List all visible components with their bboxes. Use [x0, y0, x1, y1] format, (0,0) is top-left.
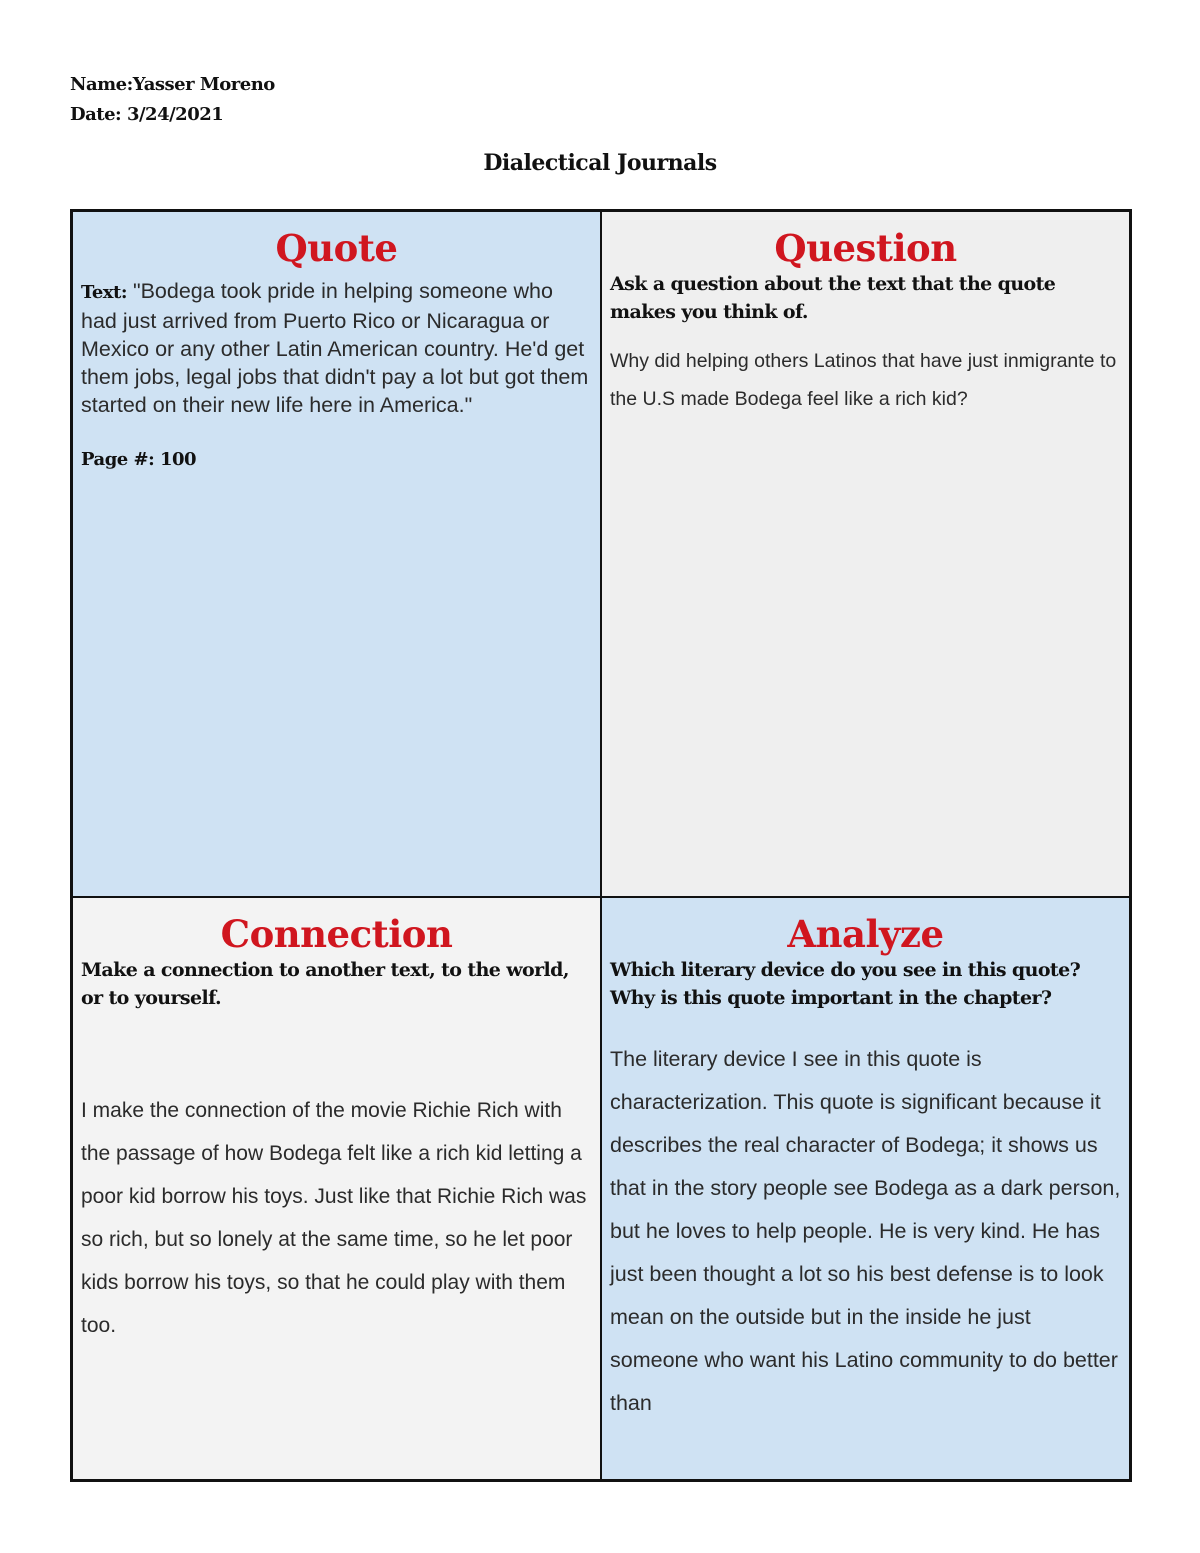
quote-page-number: Page #: 100: [81, 449, 197, 470]
analyze-answer: The literary device I see in this quote is characterization. This quote is significant because it describes the real character of Bodega; it shows us that in the story people see Bodega as a dark person, but he loves to help people. He is very kind. He has just been thought a lot so his best defense is to look mean on the outside but in the inside he just someone who want his Latino community to do better than: [610, 1047, 1121, 1415]
assignment-date: Date: 3/24/2021: [70, 104, 224, 125]
analyze-prompt-device: Which literary device do you see in this quote?: [610, 959, 1081, 981]
question-prompt: Ask a question about the text that the quote makes you think of.: [610, 273, 1056, 323]
connection-prompt: Make a connection to another text, to the world, or to yourself.: [81, 959, 569, 1009]
connection-heading: Connection: [220, 912, 453, 956]
analyze-heading: Analyze: [787, 912, 944, 956]
quote-body: [81, 277, 592, 419]
quote-text-label: Text:: [81, 282, 127, 303]
question-cell: [602, 212, 1129, 898]
question-heading: Question: [774, 226, 957, 270]
quote-heading: Quote: [275, 226, 398, 270]
journal-grid: [70, 209, 1132, 1482]
quote-cell: [73, 212, 602, 898]
connection-cell: [73, 898, 602, 1479]
analyze-cell: [602, 898, 1129, 1479]
quote-text: "Bodega took pride in helping someone who had just arrived from Puerto Rico or Nicaragua or Mexico or any other Latin American country. He'd get them jobs, legal jobs that didn't pay a lot but got them started on their new life here in America.": [81, 279, 589, 417]
connection-answer: I make the connection of the movie Richie Rich with the passage of how Bodega felt like a rich kid letting a poor kid borrow his toys. Just like that Richie Rich was so rich, but so lonely at the same time, so he let poor kids borrow his toys, so that he could play with them too.: [81, 1099, 587, 1337]
question-answer: Why did helping others Latinos that have just inmigrante to the U.S made Bodega feel like a rich kid?: [610, 350, 1117, 410]
document-title: Dialectical Journals: [483, 150, 717, 176]
student-name: Name:Yasser Moreno: [70, 74, 275, 95]
analyze-prompt-importance: Why is this quote important in the chapter?: [610, 987, 1052, 1009]
